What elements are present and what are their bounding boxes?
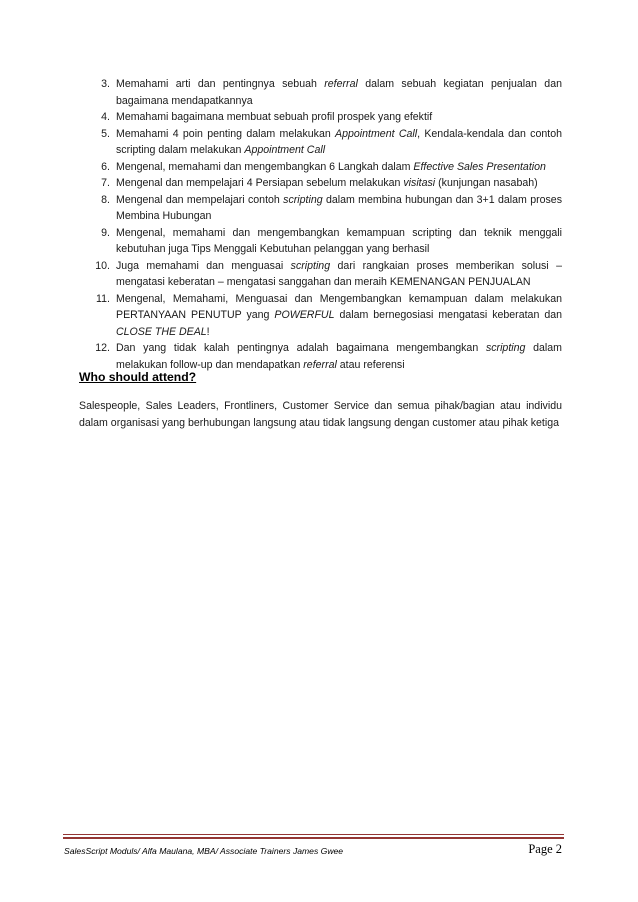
italic-text: Effective Sales Presentation <box>413 160 546 173</box>
list-item-text <box>116 159 562 176</box>
text-run: atau referensi <box>336 358 405 371</box>
italic-text: scripting <box>283 193 323 206</box>
list-item-text <box>116 175 562 192</box>
text-run: dalam melakukan follow-up dan mendapatkan <box>116 342 562 371</box>
text-run: dalam bernegosiasi mengatasi keberatan dan <box>334 309 562 321</box>
text-run: dalam membina hubungan dan 3+1 dalam proses Membina Hubungan <box>116 193 562 222</box>
list-item-number: 12. <box>95 342 110 354</box>
text-run: , Kendala-kendala dan contoh scripting dalam melakukan <box>116 127 562 156</box>
italic-text: referral <box>303 358 337 371</box>
list-item-number: 5. <box>101 127 110 140</box>
list-item <box>79 192 562 225</box>
list-item-text <box>116 76 562 109</box>
footer-text: SalesScript Moduls/ Alfa Maulana, MBA/ Associate Trainers James Gwee <box>64 846 344 856</box>
list-item <box>79 258 562 291</box>
text-run: dalam sebuah kegiatan penjualan dan bagaimana mendapatkannya <box>116 78 562 107</box>
text-run: Mengenal, memahami dan mengembangkan kemampuan scripting dan teknik menggali kebutuhan juga Tips Menggali Kebutuhan pelanggan yang berhasil <box>116 226 562 255</box>
text-run: ! <box>206 325 210 338</box>
text-run: Mengenal dan mempelajari contoh <box>116 193 284 206</box>
list-item <box>79 126 562 159</box>
list-item-number: 7. <box>101 177 110 189</box>
list-item <box>79 175 562 192</box>
list-item-number: 10. <box>95 259 110 272</box>
footer-rule-thin <box>63 834 564 835</box>
list-item <box>79 109 562 126</box>
list-item <box>79 291 562 341</box>
text-run: Memahami arti dan pentingnya sebuah <box>116 78 325 90</box>
italic-text: Appointment Call <box>244 144 326 156</box>
italic-text: Appointment Call <box>335 127 418 140</box>
list-item-number: 8. <box>101 193 110 206</box>
footer-rule-thick <box>63 837 564 839</box>
text-run: Juga memahami dan menguasai <box>116 259 291 272</box>
text-run: Memahami 4 poin penting dalam melakukan <box>116 127 336 140</box>
list-item-text <box>116 258 562 291</box>
text-run: (kunjungan nasabah) <box>435 177 538 189</box>
list-item-number: 4. <box>101 111 110 123</box>
list-item-text <box>116 340 562 373</box>
text-run: Dan yang tidak kalah pentingnya adalah bagaimana mengembangkan <box>116 342 486 354</box>
list-item-text <box>116 109 562 126</box>
text-run: Mengenal dan mempelajari 4 Persiapan sebelum melakukan <box>116 177 404 189</box>
italic-text: visitasi <box>403 177 436 189</box>
list-item <box>79 340 562 373</box>
list-item-text <box>116 192 562 225</box>
text-run: Memahami bagaimana membuat sebuah profil prospek yang efektif <box>116 111 433 123</box>
list-item-number: 3. <box>101 78 110 90</box>
objectives-list <box>79 76 562 373</box>
list-item <box>79 159 562 176</box>
section-heading: Who should attend? <box>79 370 197 384</box>
text-run: Mengenal, Memahami, Menguasai dan Mengembangkan kemampuan dalam melakukan PERTANYAAN PENUTUP yang <box>116 292 562 321</box>
list-item-number: 9. <box>101 226 110 239</box>
list-item <box>79 225 562 258</box>
italic-text: CLOSE THE DEAL <box>116 325 207 338</box>
list-item-text <box>116 126 562 159</box>
list-item-text <box>116 225 562 258</box>
list-item <box>79 76 562 109</box>
italic-text: scripting <box>290 259 331 272</box>
italic-text: scripting <box>485 342 526 354</box>
text-run: Mengenal, memahami dan mengembangkan 6 Langkah dalam <box>116 160 414 173</box>
italic-text: POWERFUL <box>274 309 335 321</box>
italic-text: referral <box>324 78 358 90</box>
page-number: Page 2 <box>528 842 562 856</box>
text-run: dari rangkaian proses memberikan solusi – mengatasi keberatan – mengatasi sanggahan dan meraih KEMENANGAN PENJUALAN <box>116 259 562 288</box>
section-paragraph: Salespeople, Sales Leaders, Frontliners, Customer Service dan semua pihak/bagian atau individu dalam organisasi yang berhubungan langsung atau tidak langsung dengan customer atau pihak ketiga <box>79 400 562 429</box>
list-item-number: 11. <box>96 292 110 305</box>
list-item-number: 6. <box>101 160 110 173</box>
list-item-text <box>116 291 562 341</box>
